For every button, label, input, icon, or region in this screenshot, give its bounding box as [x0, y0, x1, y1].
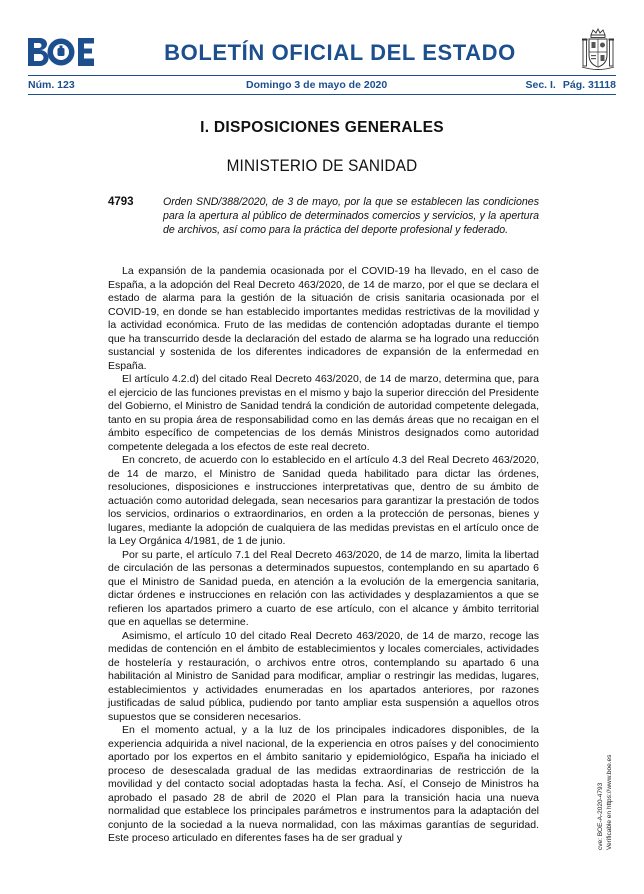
paragraph: En concreto, de acuerdo con lo establecido en el artículo 4.3 del Real Decreto 463/2020, de 14 de marzo, el Ministro de Sanidad queda habilitado para dictar las órdenes, resoluciones, disposiciones e instrucciones interpretativas que, dentro de su ámbito de actuación como autoridad delegada, sean necesarios para garantizar la prestación de todos los servicios, ordinarios o extraordinarios, en orden a la protección de personas, bienes y lugares, mediante la adopción de cualquiera de las medidas previstas en el artículo once de la Ley Orgánica 4/1981, de 1 de junio. [108, 454, 539, 547]
header-divider [28, 75, 616, 76]
boe-logo [27, 36, 95, 68]
paragraph: En el momento actual, y a la luz de los principales indicadores disponibles, de la experiencia adquirida a nivel nacional, de la experiencia en otros países y del conocimiento aportado por los expertos en el ámbito sanitario y epidemiológico, España ha iniciado el proceso de desescalada gradual de las medidas extraordinarias de restricción de la movilidad y del contacto social adoptadas hasta la fecha. Así, el Consejo de Ministros ha aprobado el pasado 28 de abril de 2020 el Plan para la transición hacia una nueva normalidad que establece los principales parámetros e instrumentos para la adaptación del conjunto de la sociedad a la nueva normalidad, con las máximas garantías de seguridad. Este proceso articulado en diferentes fases ha de ser gradual y [108, 724, 539, 844]
boe-logo-icon [27, 36, 95, 68]
issue-section-page [526, 79, 617, 91]
issue-date: Domingo 3 de mayo de 2020 [246, 79, 388, 91]
verification-link[interactable]: Verificable en https://www.boe.es [606, 754, 613, 850]
bulletin-title: BOLETÍN OFICIAL DEL ESTADO [164, 40, 516, 65]
cve-code: cve: BOE-A-2020-4793 [597, 782, 604, 850]
section-title: I. DISPOSICIONES GENERALES [200, 119, 444, 136]
meta-divider [28, 94, 616, 95]
coat-of-arms-icon [580, 28, 616, 72]
section-label: Sec. I. [525, 79, 556, 91]
paragraph: Por su parte, el artículo 7.1 del Real Decreto 463/2020, de 14 de marzo, limita la libertad de circulación de las personas a determinados supuestos, contemplando en su apartado 6 que el Ministro de Sanidad pueda, en atención a la evolución de la emergencia sanitaria, dictar órdenes e instrucciones en relación con las actividades y desplazamientos a que se refieren los apartados primero a cuarto de ese artículo, con el alcance y ámbito territorial que en aquellas se determine. [108, 548, 539, 628]
body-text [108, 265, 539, 846]
disposition-summary: Orden SND/388/2020, de 3 de mayo, por la que se establecen las condiciones para la apertura al público de determinados comercios y servicios, y la apertura de archivos, así como para la práctica del deporte profesional y federado. [163, 196, 539, 236]
paragraph: Asimismo, el artículo 10 del citado Real Decreto 463/2020, de 14 de marzo, recoge las medidas de contención en el ámbito de establecimientos y locales comerciales, actividades de hostelería y restauración, o archivos entre otros, contemplando su apartado 6 una habilitación al Ministro de Sanidad para modificar, ampliar o restringir las medidas, lugares, establecimientos y actividades enumeradas en los apartados anteriores, por razones justificadas de salud pública, pudiendo por tanto ampliar esta suspensión a aquellos otros supuestos que se consideren necesarios. [108, 629, 539, 723]
ministry-heading: MINISTERIO DE SANIDAD [226, 156, 418, 175]
page-number: Pág. 31118 [562, 79, 616, 91]
disposition-number: 4793 [108, 196, 134, 208]
issue-number: Núm. 123 [28, 79, 75, 91]
verification-note [596, 755, 614, 850]
paragraph: La expansión de la pandemia ocasionada por el COVID-19 ha llevado, en el caso de España, a la adopción del Real Decreto 463/2020, de 14 de marzo, por el que se declara el estado de alarma para la gestión de la situación de crisis sanitaria ocasionada por el COVID-19, en donde se han establecido importantes medidas restrictivas de la movilidad y la actividad económica. Fruto de las medidas de contención adoptadas durante el tiempo que ha transcurrido desde la declaración del estado de alarma se ha logrado una reducción sustancial y sostenida de los diferentes indicadores de expansión de la enfermedad en España. [108, 265, 539, 372]
paragraph: El artículo 4.2.d) del citado Real Decreto 463/2020, de 14 de marzo, determina que, para el ejercicio de las funciones previstas en el mismo y bajo la superior dirección del Presidente del Gobierno, el Ministro de Sanidad tendrá la condición de autoridad competente delegada, tanto en su propia área de responsabilidad como en las demás áreas que no recaigan en el ámbito específico de competencias de los demás Ministros designados como autoridad competente delegada a los efectos de este real decreto. [108, 373, 539, 453]
issue-meta-row [28, 79, 616, 93]
